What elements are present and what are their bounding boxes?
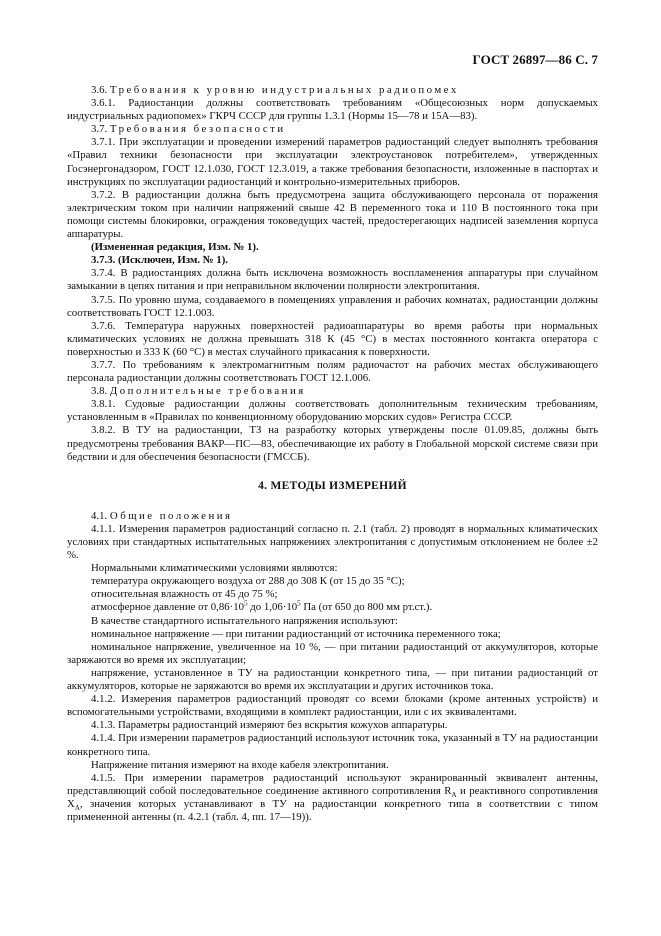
paragraph [67, 294, 598, 320]
paragraph: напряжение, установленное в ТУ на радиостанции конкретного типа, — при питании радиостанций от аккумуляторов, которые не заряжаются во время их эксплуатации и других источников тока. [67, 666, 598, 693]
paragraph-text: В радиостанциях должна быть исключена возможность воспламенения аппаратуры при случайном замыкании в цепях питания и при неправильном включении полярности электропитания. [67, 267, 598, 293]
paragraph [67, 385, 598, 398]
page-header: ГОСТ 26897—86 С. 7 [472, 52, 598, 67]
paragraph [67, 267, 598, 293]
paragraph [67, 424, 598, 463]
paragraph [67, 693, 598, 719]
paragraph-text: При измерении параметров радиостанций используют источник тока, указанный в ТУ на радиостанции конкретного типа. [67, 732, 598, 758]
paragraph-number: 3.8. [91, 385, 108, 398]
paragraph-number: 3.7.7. [91, 358, 116, 371]
section-3-continued [67, 84, 598, 464]
paragraph-number: 3.6. [91, 84, 108, 96]
paragraph-text: По требованиям к электромагнитным полям радиочастот на рабочих местах обслуживающего персонала радиостанции должны соответствовать ГОСТ 12.1.006. [67, 358, 598, 385]
paragraph-text: В радиостанции должна быть предусмотрена защита обслуживающего персонала от поражения электрическим током при наличии напряжений свыше 42 В переменного тока и 110 В постоянного тока при помощи системы блокировки, ограждения токоведущих частей, предостерегающих надписей заземления корпуса аппаратуры. [67, 188, 599, 241]
paragraph-number: 3.7.3. [91, 254, 116, 267]
paragraph [67, 719, 598, 732]
paragraph-number: 3.7. [91, 123, 108, 136]
paragraph-text: (Исключен, Изм. № 1). [118, 254, 228, 267]
paragraph: атмосферное давление от $0,86\cdot 10^5$ до $1,06\cdot 10^5$ Па (от 650 до 800 мм рт.ст.). [91, 599, 433, 614]
paragraph-text: (Измененная редакция, Изм. № 1). [91, 241, 259, 254]
paragraph-text: Параметры радиостанций измеряют без вскрытия кожухов аппаратуры. [118, 719, 448, 732]
paragraph-number: 4.1.3. [91, 719, 116, 732]
paragraph-text: Требования безопасности [109, 123, 286, 136]
paragraph-number: 3.8.2. [91, 424, 116, 437]
paragraph-number: 3.6.1. [91, 97, 116, 110]
document-body [67, 84, 598, 824]
paragraph-text: Требования к уровню индустриальных радиопомех [109, 84, 459, 96]
paragraph [67, 320, 598, 359]
paragraph-text: Измерения параметров радиостанций согласно п. 2.1 (табл. 2) проводят в нормальных климатических условиях при стандартных испытательных напряжениях электропитания с допустимым отклонением не более ±2 %. [67, 522, 598, 562]
paragraph [67, 97, 598, 123]
paragraph [67, 732, 598, 758]
paragraph: Нормальными климатическими условиями являются: [91, 562, 338, 575]
paragraph-text: Радиостанции должны соответствовать требованиям «Общесоюзных норм допускаемых индустриальных радиопомех» ГКРЧ СССР для группы 1.3.1 (Нормы 15—78 и 15А—83). [67, 97, 598, 123]
paragraph [67, 523, 598, 562]
paragraph: Напряжение питания измеряют на входе кабеля электропитания. [91, 758, 389, 771]
paragraph-number: 3.7.5. [91, 293, 116, 306]
paragraph-text: Общие положения [109, 509, 233, 522]
paragraph-text: Измерения параметров радиостанций проводят со всеми блоками (кроме антенных устройств) и вспомогательными устройствами, входящими в комплект радиостанции, или с их эквивалентами. [67, 693, 598, 719]
paragraph [67, 189, 598, 241]
section-4 [67, 510, 598, 824]
paragraph-number: 3.7.2. [91, 188, 116, 201]
paragraph-number: 4.1.5. [91, 771, 116, 784]
paragraph-number: 4.1.2. [91, 693, 116, 706]
paragraph [67, 136, 598, 188]
section-title: 4. МЕТОДЫ ИЗМЕРЕНИЙ [258, 479, 407, 492]
paragraph-text: Дополнительные требования [109, 385, 306, 398]
paragraph-number: 3.8.1. [91, 398, 116, 411]
paragraph-text: В ТУ на радиостанции, ТЗ на разработку которых утверждены после 01.09.85, должны быть предусмотрены требования ВАКР—ПС—83, обеспечивающие их работу в Глобальной морской системе связи при бедствии и для обеспечения безопасности (ГМССБ). [67, 424, 598, 463]
paragraph-number: 4.1.4. [91, 732, 116, 745]
paragraph-number: 3.7.6. [91, 319, 116, 332]
paragraph [67, 510, 598, 523]
paragraph-number: 3.7.4. [91, 267, 116, 280]
paragraph-text: Температура наружных поверхностей радиоаппаратуры во время работы при нормальных климатических условиях не должна превышать 318 К (45 °С) в местах постоянного контакта оператора с поверхностью и 333 К (60 °С) в местах случайного прикасания к поверхности. [67, 319, 599, 358]
paragraph [67, 398, 598, 424]
paragraph: температура окружающего воздуха от 288 до 308 К (от 15 до 35 °С); [91, 575, 405, 588]
paragraph [67, 84, 598, 97]
paragraph: номинальное напряжение, увеличенное на 10 %, — при питании радиостанций от аккумуляторов, которые заряжаются во время их эксплуатации; [67, 640, 598, 666]
paragraph-text: Судовые радиостанции должны соответствовать дополнительным техническим требованиям, установленным в «Правилах по конвенционному оборудованию морских судов» Регистра СССР. [67, 398, 599, 424]
paragraph [67, 241, 598, 254]
paragraph [67, 359, 598, 385]
paragraph: номинальное напряжение — при питании радиостанций от источника переменного тока; [91, 627, 501, 640]
paragraph-number: 4.1. [91, 509, 108, 522]
paragraph-text: При эксплуатации и проведении измерений параметров радиостанций следует выполнять требования «Правил техники безопасности при эксплуатации электроустановок потребителем», утвержденных Госэнергонадзором, ГОСТ 12.1.030, ГОСТ 12.3.019, а также требования безопасности, изложенные в паспортах и инструкциях по эксплуатации радиостанций и контрольно-измерительных приборов. [67, 136, 598, 188]
paragraph-number: 3.7.1. [91, 136, 116, 149]
paragraph: 4.1.5. При измерении параметров радиостанций используют экранированный эквивалент антенны, представляющий собой последовательное соединение активного сопротивления $R_A$ и реактивного сопротивления $X_A$, значения которых устанавливают в ТУ на радиостанции конкретного типа в соответствии с типом примененной антенны (п. 4.2.1 (табл. 4, пп. 17—19)). [67, 771, 598, 823]
paragraph: относительная влажность от 45 до 75 %; [91, 588, 278, 601]
paragraph-number: 4.1.1. [91, 522, 116, 535]
paragraph [67, 123, 598, 136]
paragraph-text: По уровню шума, создаваемого в помещениях управления и рабочих комнатах, радиостанции должны соответствовать ГОСТ 12.1.003. [67, 293, 598, 319]
paragraph: В качестве стандартного испытательного напряжения используют: [91, 614, 398, 627]
paragraph [67, 254, 598, 267]
